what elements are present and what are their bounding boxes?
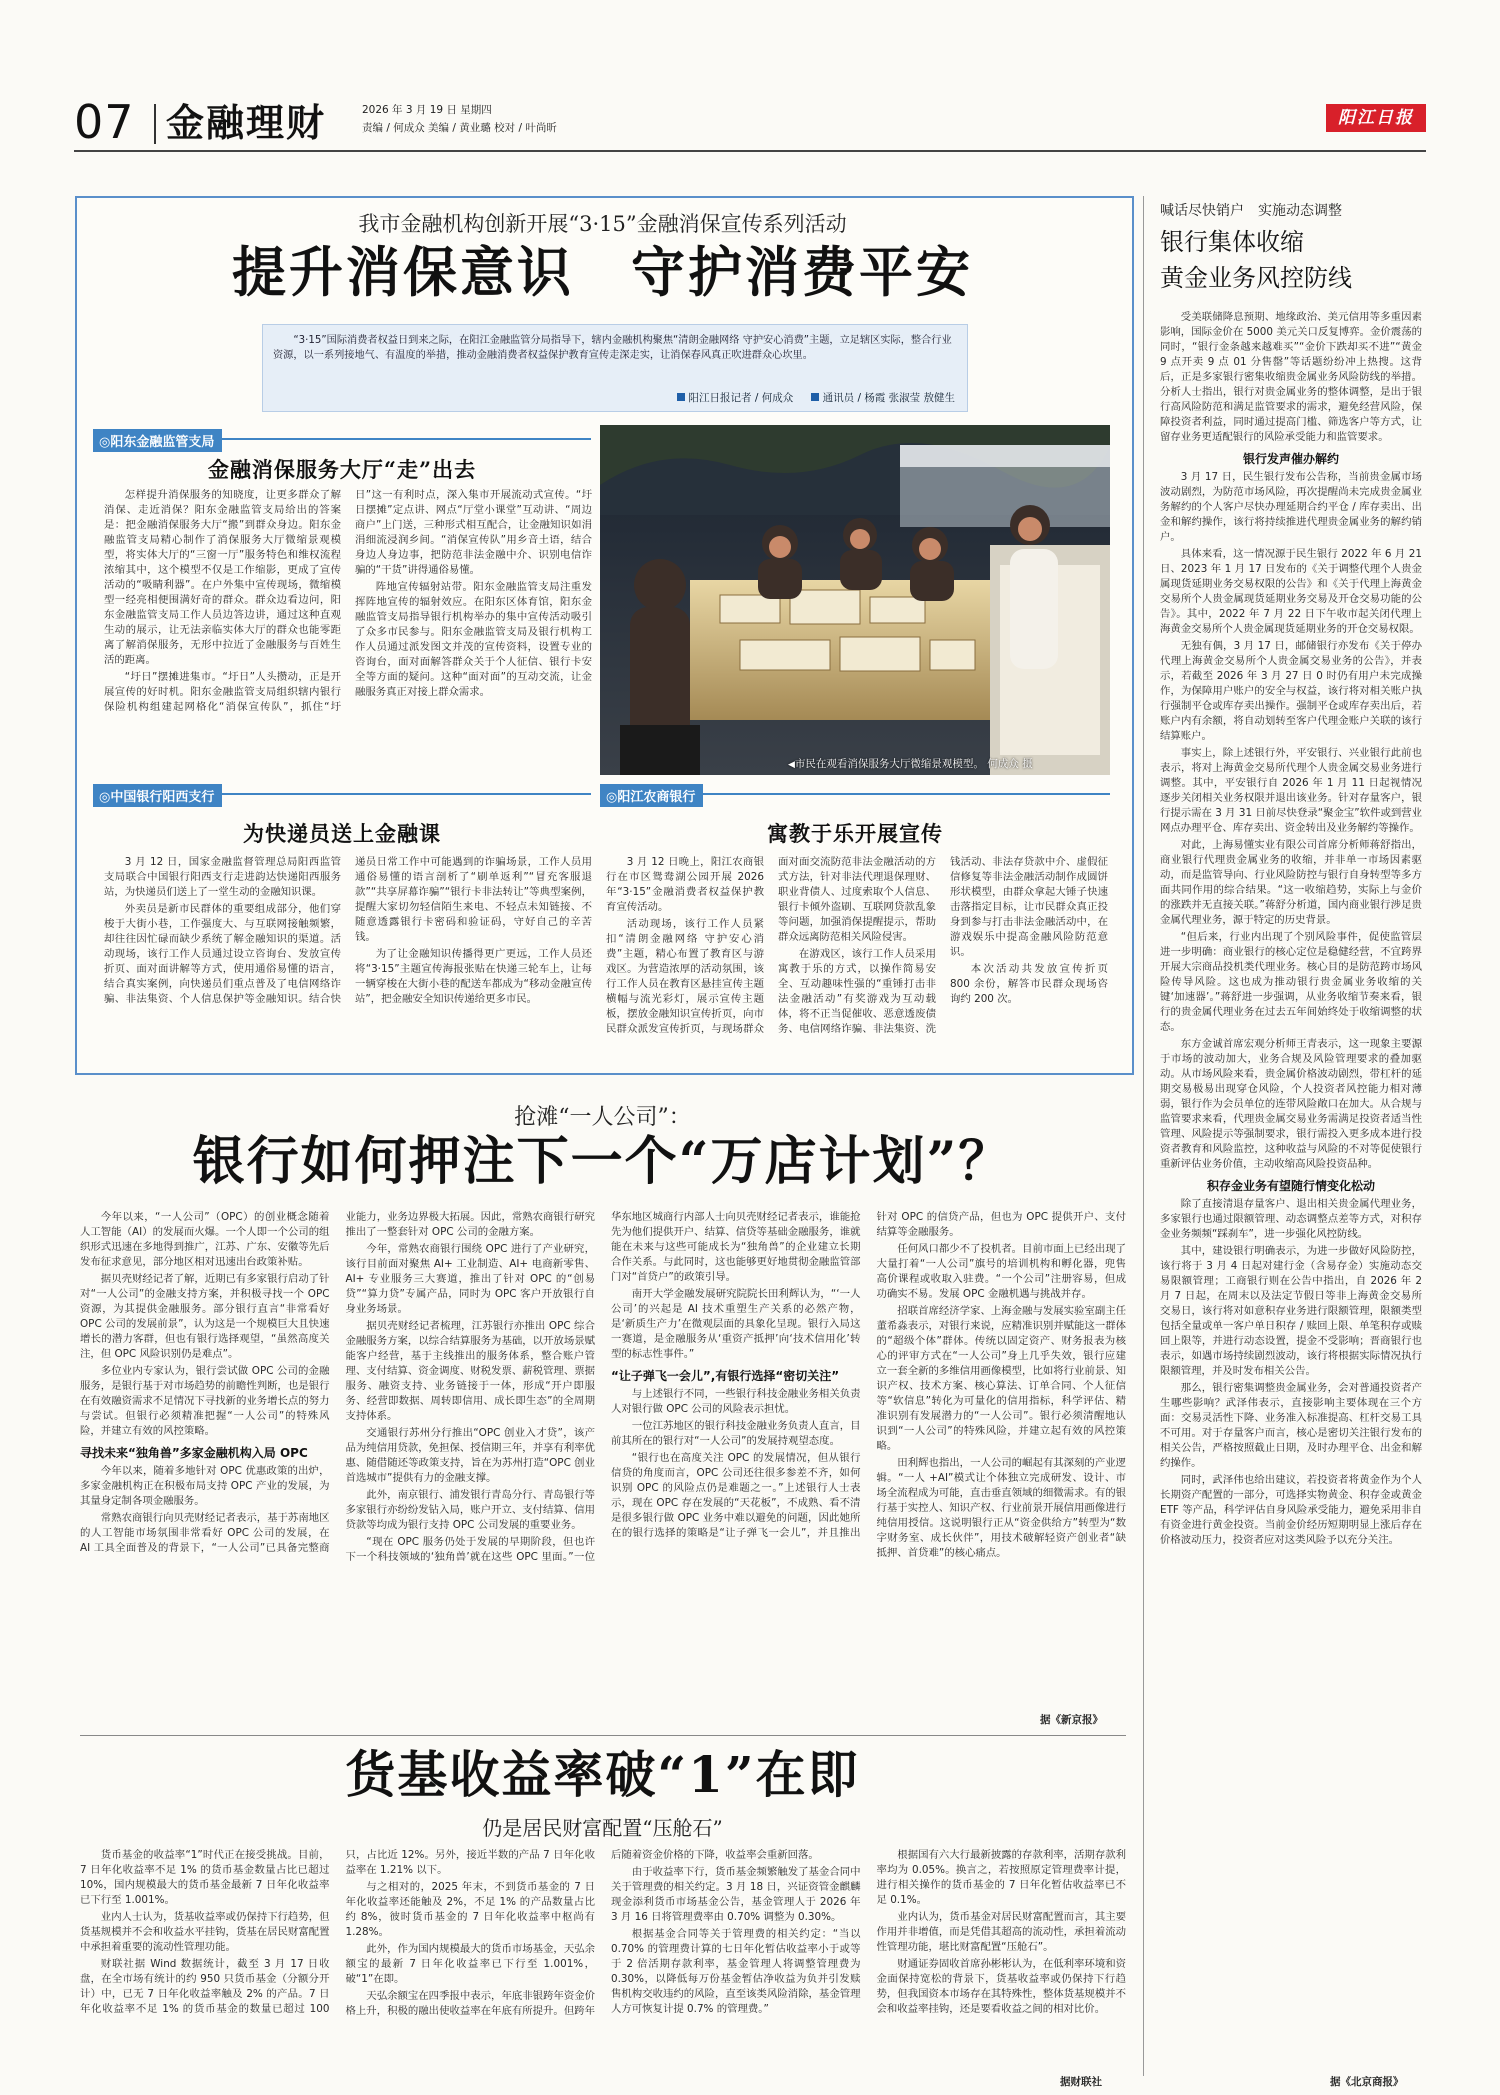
paragraph: 业内认为，货币基金对居民财富配置而言，其主要作用并非增值，而是凭借其超高的流动性，承担着流动性管理功能，堪比财富配置“压舱石”。 — [876, 1911, 1126, 1953]
mmf-subhead: 仍是居民财富配置“压舱石” — [482, 1816, 723, 1840]
credit-square-icon — [811, 393, 819, 401]
paragraph: 今年以来，随着多地针对 OPC 优惠政策的出炉，多家金融机构正在积极布局支持 OPC 产业的发展，为其量身定制各项金融服务。 — [80, 1465, 330, 1507]
article-divider — [80, 1735, 1126, 1736]
paragraph: 除了直接清退存量客户、退出相关贵金属代理业务，多家银行也通过限额管理、动态调整点差等方式，对积存金业务频频“踩刹车”，进一步强化风控防线。 — [1160, 1198, 1422, 1240]
paragraph: 此外，作为国内规模最大的货币市场基金，天弘余额宝的最新 7 日年化收益率已下行至 1.001%，破“1”在即。 — [345, 1943, 595, 1985]
story1-tag: ◎阳东金融监管支局 — [93, 429, 222, 452]
credit-square-icon — [677, 393, 685, 401]
section-name: 金融理财 — [166, 101, 327, 145]
opc-source: 据《新京报》 — [1040, 1714, 1103, 1726]
sidebar-source: 据《北京商报》 — [1330, 2076, 1404, 2088]
photo-caption-icon: ◀ — [788, 760, 795, 770]
header-divider — [154, 104, 156, 144]
feature-credit-correspondents: 通讯员 / 杨霞 张淑莹 敖健生 — [822, 392, 955, 404]
paragraph: 本次活动共发放宣传折页 800 余份，解答市民群众现场咨询约 200 次。 — [950, 963, 1108, 1005]
mmf-source: 据财联社 — [1060, 2076, 1102, 2088]
photo-market-scene — [600, 425, 1110, 775]
paragraph: 受美联储降息预期、地缘政治、美元信用等多重因素影响，国际金价在 5000 美元关口反复博弈。金价震荡的同时，“银行金条越来越难买”“金价下跌却买不进”“黄金 9 点开卖 9 点 01 分售罄”等话题纷纷冲上热搜。这背后，正是多家银行密集收缩贵金属业务风险防线的举措。分析人士指出，银行对贵金属业务的整体调整，是出于银行高风险防范和满足监管要求的需求，避免经营风险，保障投资者利益，同时通过提高门槛、筛选客户等方式，让留存业务更适配银行的风险承受能力和监管要求。 — [1160, 311, 1422, 443]
paragraph: 3 月 12 日晚上，阳江农商银行在市区鸳鸯湖公园开展 2026 年“3·15”金融消费者权益保护教育宣传活动。 — [606, 856, 764, 913]
feature-credit-reporter: 阳江日报记者 / 何成众 — [688, 392, 794, 404]
page-header — [74, 96, 1426, 152]
header-rule — [74, 150, 1426, 152]
paragraph: “圩日”摆摊进集市。“圩日”人头攒动，正是开展宣传的好时机。阳东金融监管支局组织辖内银行保险机构组建起网格化“消保宣传队”，抓住“圩日”这一有利时点，深入集市开展流动式宣传。“圩日摆摊”定点讲、网点“厅堂小课堂”互动讲、“周边商户”上门送，三种形式相互配合，让金融知识如涓涓细流浸润乡间。“消保宣传队”用乡音土语，结合身边人身边事，把防范非法金融中介、识别电信诈骗的“干货”讲得通俗易懂。 — [104, 489, 592, 713]
paragraph: 那么，银行密集调整贵金属业务，会对普通投资者产生哪些影响？武泽伟表示，直接影响主要体现在三个方面：交易灵活性下降、业务准入标准提高、杠杆交易工具不可用。对于存量客户而言，核心是密切关注银行发布的相关公告，严格按照截止日期，及时办理平仓、出金和解约操作。 — [1160, 1382, 1422, 1469]
paragraph: “银行也在高度关注 OPC 的发展情况，但从银行信贷的角度而言，OPC 公司还往很多参差不齐，如何识别 OPC 的风险点仍是难题之一。”上述银行人士表示，现在 OPC 存在发展的“天花板”，不成熟、看不清是很多银行做 OPC 业务中难以避免的问题，因此她所在的银行选择的策略是“让子弹飞一会儿”，并且推出针对 OPC 的信贷产品，但也为 OPC 提供开户、支付结算等金融服务。 — [611, 1211, 1126, 1539]
paragraph: 怎样提升消保服务的知晓度，让更多群众了解消保、走近消保？阳东金融监管支局给出的答案是：把金融消保服务大厅“搬”到群众身边。阳东金融监管支局精心制作了消保服务大厅微缩景观模型，将实体大厅的“三窗一厅”服务特色和维权流程浓缩其中，这个模型不仅是工作缩影，更成了宣传活动的“吸睛利器”。在户外集中宣传现场，微缩模型一经亮相便围满好奇的群众。群众边看边问，阳东金融监管支局工作人员边答边讲，通过这种直观生动的展示，让无法亲临实体大厅的群众也能零距离了解消保服务，无形中拉近了金融服务与百姓生活的距离。 — [104, 489, 341, 666]
opc-body — [80, 1210, 1126, 1708]
paragraph: 业内人士认为，货基收益率或仍保持下行趋势，但货基规模并不会和收益水平挂钩，货基在居民财富配置中承担着重要的流动性管理功能。 — [80, 1911, 330, 1953]
paragraph: 活动现场，该行工作人员紧扣“清朗金融网络 守护安心消费”主题，精心布置了教育区与游戏区。为营造浓厚的活动氛围，该行工作人员在教育区悬挂宣传主题横幅与流光彩灯，展示宣传主题板，摆放金融知识宣传折页，向市民群众派发宣传折页，与现场群众面对面交流防范非法金融活动的方式方法，针对非法代理退保理财、职业背债人、过度索取个人信息、银行卡倾外盗刷、互联网贷款乱象等问题，加强消保提醒提示，帮助群众远离防范相关风险侵害。 — [606, 856, 936, 1035]
story2-tag: ◎中国银行阳西支行 — [93, 784, 222, 807]
feature-intro: “3·15”国际消费者权益日到来之际，在阳江金融监管分局指导下，辖内金融机构聚焦“清朗金融网络 守护安心消费”主题，立足辖区实际，整合行业资源，以一系列接地气、有温度的举措，推动金融消费者权益保护教育宣传走深走实，让消保春风真正吹进群众心坎里。 — [273, 335, 952, 361]
sidebar-title-2: 黄金业务风控防线 — [1160, 264, 1352, 292]
story2-title: 为快递员送上金融课 — [243, 821, 441, 846]
sidebar-title-1: 银行集体收缩 — [1160, 228, 1304, 256]
sidebar-body — [1160, 310, 1422, 2072]
sidebar-kicker: 喊话尽快销户 实施动态调整 — [1160, 203, 1342, 219]
paragraph: 常熟农商银行向贝壳财经记者表示，基于苏南地区的人工智能市场氛围非常看好 OPC 公司的发展，在 AI 工具全面普及的背景下，“一人公司”已具备完整商业能力，业务边界极大拓展。因此，常熟农商银行研究推出了一整套针对 OPC 公司的金融方案。 — [80, 1211, 595, 1554]
paragraph: 与上述银行不同，一些银行科技金融业务相关负责人对银行做 OPC 公司的风险表示担忧。 — [611, 1388, 861, 1415]
paragraph: 阵地宣传辐射站带。阳东金融监管支局注重发挥阵地宣传的辐射效应。在阳东区体育馆，阳东金融监管支局指导银行机构举办的集中宣传活动吸引了众多市民参与。阳东金融监管支局及银行机构工作人员通过派发图文并茂的宣传资料，设置专业的咨询台，面对面解答群众关于个人征信、银行卡安全等方面的疑问。这种“面对面”的互动交流，让金融服务真正对接上群众需求。 — [355, 581, 592, 698]
paragraph: 财通证券固收首席孙彬彬认为，在低利率环境和资金面保持宽松的背景下，货基收益率或仍保持下行趋势，但我国资本市场存在其特殊性，整体货基规模并不会和收益率挂钩，还是要看收益之间的相对比价。 — [876, 1958, 1126, 2015]
paragraph: 3 月 12 日，国家金融监督管理总局阳西监管支局联合中国银行阳西支行走进韵达快递阳西服务站，为快递员们送上了一堂生动的金融知识课。 — [104, 856, 341, 898]
paragraph: 一位江苏地区的银行科技金融业务负责人直言，目前其所在的银行对“一人公司”的发展持观望态度。 — [611, 1420, 861, 1447]
paragraph: 据贝壳财经记者梳理，江苏银行亦推出 OPC 综合金融服务方案，以综合结算服务为基础，以开放场景赋能客户经营，基于主线推出的服务体系，整合账户管理、支付结算、资金调度、财税发票、薪税管理、票据服务、融资支持、业务链接于一体，形成“开户即服务、经营即数据、周转即信用、成长即生态”的全周期支持体系。 — [345, 1320, 595, 1422]
paragraph: 货币基金的收益率“1”时代正在接受挑战。目前，7 日年化收益率不足 1% 的货币基金数量占比已超过 10%，国内规模最大的货币基金最新 7 日年化收益率已下行至 1.001%。 — [80, 1849, 330, 1906]
story1-title: 金融消保服务大厅“走”出去 — [207, 457, 477, 482]
paragraph: 今年，常熟农商银行围绕 OPC 进行了产业研究，该行目前面对聚焦 AI+ 工业制造、AI+ 电商新零售、AI+ 专业服务三大赛道，推出了针对 OPC 的“创易贷”“算力贷”专属产品，同时为 OPC 客户开放银行自身业务场景。 — [345, 1243, 595, 1315]
paragraph: 天弘余额宝在四季报中表示，年底非银跨年资金价格上升，积极的融出使收益率在年底有所提升。但跨年后随着资金价格的下降，收益率会重新回落。 — [345, 1849, 819, 2017]
paragraph: 南开大学金融发展研究院院长田利辉认为，“‘一人公司’的兴起是 AI 技术重塑生产关系的必然产物，是‘新质生产力’在微观层面的具象化呈现。银行入局这一赛道，是金融服务从‘重资产抵押’向‘技术信用化’转型的标志性事件。” — [611, 1288, 861, 1360]
paragraph: 在游戏区，该行工作人员采用寓教于乐的方式，以操作简易安全、互动趣味性强的“重锤打击非法金融活动”有奖游戏为互动载体，将不正当促催收、恶意透废债务、电信网络诈骗、非法集资、洗钱活动、非法存贷款中介、虚假征信修复等非法金融活动制作成圆饼形状模型，由群众拿起大锤子快速击落指定目标，让市民群众真正投身到参与打击非法金融活动中，在游戏娱乐中提高金融风险防范意识。 — [778, 856, 1108, 1035]
story3-tag: ◎阳江农商银行 — [600, 784, 703, 807]
paragraph: 3 月 17 日，民生银行发布公告称，当前贵金属市场波动剧烈，为防范市场风险，再次提醒尚未完成贵金属业务解约的个人客户尽快办理延期合约平仓 / 库存卖出、出金和解约操作，该行将持续推进代理贵金属业务的解约销户。 — [1160, 471, 1422, 543]
opc-headline: 银行如何押注下一个“万店计划”？ — [192, 1131, 1013, 1192]
paragraph: 由于收益率下行，货币基金频繁触发了基金合同中关于管理费的相关约定。3 月 18 日，兴证资管金麒麟现金添利货币市场基金公告，基金管理人于 2026 年 3 月 16 日将管理费率由 0.70% 调整为 0.30%。 — [611, 1866, 861, 1923]
page-number: 07 — [74, 95, 135, 149]
mmf-headline: 货基收益率破“1”在即 — [345, 1745, 860, 1804]
paragraph: 外卖员是新市民群体的重要组成部分，他们穿梭于大街小巷，工作强度大、与互联网接触频繁，却往往因忙碌而缺少系统了解金融知识的渠道。活动现场，该行工作人员通过设立咨询台、发放宣传折页、面对面讲解等方式，使用通俗易懂的语言，结合真实案例，向快递员们重点普及了电信网络诈骗、非法集资、个人信息保护等金融知识。结合快递员日常工作中可能遇到的诈骗场景，工作人员用通俗易懂的语言剖析了“刷单返利”“冒充客服退款”“共享屏幕诈骗”“银行卡非法转让”等典型案例，提醒大家切勿轻信陌生来电、不轻点未知链接、不随意透露银行卡密码和验证码，守好自己的辛苦钱。 — [104, 856, 592, 1005]
editor-credits: 责编 / 何成众 美编 / 黄业璐 校对 / 叶尚昕 — [362, 122, 557, 134]
paragraph: 无独有偶，3 月 17 日，邮储银行亦发布《关于停办代理上海黄金交易所个人贵金属交易业务的公告》，并表示，若截至 2026 年 3 月 27 日 0 时仍有用户未完成操作，为保障用户账户的安全与权益，该行将对相关账户执行强制平仓或库存卖出操作。强制平仓或库存卖出后，若账户内有余额，将自动划转至客户代理金账户关联的该行结算账户。 — [1160, 640, 1422, 742]
issue-date: 2026 年 3 月 19 日 星期四 — [362, 104, 492, 116]
paragraph: 据贝壳财经记者了解，近期已有多家银行启动了针对“一人公司”的金融支持方案，并积极寻找一个 OPC 资源，为其提供金融服务。部分银行直言“非常看好 OPC 公司的发展前景”，认为这是一个规模巨大且快速增长的潜力客群，但也有银行选择观望，“虽然高度关注，但 OPC 风险识别仍是难点”。 — [80, 1273, 330, 1360]
story2-body — [104, 855, 592, 1058]
paragraph: 招联首席经济学家、上海金融与发展实验室副主任董希淼表示，对银行来说，应精准识别并赋能这一群体的“超级个体”群体。传统以固定资产、财务报表为核心的评审方式在“一人公司”身上几乎失效，银行应建立一套全新的多维信用画像模型，比如将行业前景、知识产权、技术方案、核心算法、订单合同、个人征信等“软信息”转化为可量化的信用指标，科学评估、精准识别有发展潜力的“一人公司”。银行必须清醒地认识到“一人公司”的特殊风险，并建立起有效的风控策略。 — [876, 1305, 1126, 1452]
opc-subhead-1: 寻找未来“独角兽”多家金融机构入局 OPC — [80, 1446, 308, 1460]
paragraph: 事实上，除上述银行外，平安银行、兴业银行此前也表示，将对上海黄金交易所代理个人贵金属交易业务进行调整。其中，平安银行自 2026 年 1 月 11 日起视情况逐步关闭相关业务权限并退出该业务。针对存量客户，银行提示需在 3 月 31 日前尽快登录“聚金宝”软件或到营业网点办理平仓、库存卖出、资金转出及业务解约等操作。 — [1160, 747, 1422, 834]
paragraph: 此外，南京银行、浦发银行青岛分行、青岛银行等多家银行亦纷纷发钻入局，账户开立、支付结算、信用贷款等均成为银行支持 OPC 公司发展的重要业务。 — [345, 1489, 595, 1531]
paragraph: 今年以来，“一人公司”（OPC）的创业概念随着人工智能（AI）的发展而火爆。一个人即一个公司的组织形式迅速在多地得到推广，江苏、广东、安徽等先后发布征求意见，部分地区相对迅速出台政策补贴。 — [80, 1211, 330, 1268]
paragraph: 任何风口都少不了投机者。目前市面上已经出现了大量打着“一人公司”旗号的培训机构和孵化器，兜售高价课程或收取入驻费。“一个公司”注册容易，但成功确实不易。发展 OPC 金融机遇与挑战并存。 — [876, 1243, 1126, 1300]
story3-body — [606, 855, 1108, 1058]
paragraph: 根据基金合同等关于管理费的相关约定：“当以 0.70% 的管理费计算的七日年化暂估收益率小于或等于 2 倍活期存款利率，基金管理人将调整管理费为 0.30%，以降低每万份基金暂估净收益为负并引发赎售机构交收违约的风险，直至该类风险消除，基金管理人方可恢复计提 0.7% 的管理费。” — [611, 1928, 861, 2015]
sidebar-subhead-1: 银行发声催办解约 — [1242, 452, 1339, 466]
feature-kicker: 我市金融机构创新开展“3·15”金融消保宣传系列活动 — [358, 212, 847, 236]
opc-kicker: 抢滩“一人公司”： — [514, 1105, 691, 1130]
paragraph: 为了让金融知识传播得更广更远，工作人员还将“3·15”主题宣传海报张贴在快递三轮车上，让每一辆穿梭在大街小巷的配送车都成为“移动金融宣传站”，把金融安全知识传递给更多市民。 — [355, 948, 592, 1005]
paragraph: “现在 OPC 服务仍处于发展的早期阶段，但也许下一个科技领域的‘独角兽’就在这些 OPC 里面。”一位华东地区城商行内部人士向贝壳财经记者表示，谁能抢先为他们提供开户、结算、信贷等基础金融服务，谁就能在未来与这些可能成长为“独角兽”的企业建立长期合作关系。与此同时，这也能够更好地贯彻金融监管部门对“首贷户”的政策引导。 — [345, 1211, 861, 1563]
feature-credits — [677, 390, 955, 405]
paragraph: 与之相对的，2025 年末，不到货币基金的 7 日年化收益率还能触及 2%，不足 1% 的产品数量占比约 8%，彼时货币基金的 7 日年化收益率中枢尚有 1.28%。 — [345, 1881, 595, 1938]
paragraph: “但后来，行业内出现了个别风险事件，促使监管层进一步明确：商业银行的核心定位是稳健经营，不宜跨界开展大宗商品投机类代理业务。核心目的是防范跨市场风险传导风险。这也成为推动银行贵金属业务收缩的关键‘加速器’。”蒋舒进一步强调，从业务收缩节奏来看，银行的贵金属代理业务在过去五年间始终处于收缩调整的状态。 — [1160, 931, 1422, 1033]
feature-intro-box — [262, 324, 968, 412]
story1-body — [104, 488, 592, 774]
opc-subhead-2: “让子弹飞一会儿”,有银行选择“密切关注” — [611, 1369, 840, 1383]
paragraph: 根据国有六大行最新披露的存款利率，活期存款利率均为 0.05%。换言之，若按照原定管理费率计提，进行相关操作的货币基金的 7 日年化暂估收益率已不足 0.1%。 — [876, 1849, 1126, 1906]
paragraph: 具体来看，这一情况源于民生银行 2022 年 6 月 21 日、2023 年 1 月 17 日发布的《关于调整代理个人贵金属现货延期业务交易权限的公告》和《关于代理上海黄金交易所个人贵金属现货延期业务交易及开仓交易功能的公告》。其中，2022 年 7 月 22 日下午收市起关闭代理上海黄金交易所个人贵金属现货延期业务的开仓交易权限。 — [1160, 548, 1422, 635]
paragraph: 田利辉也指出，一人公司的崛起有其深刻的产业逻辑。“一人 +AI”模式让个体独立完成研发、设计、市场全流程成为可能，直击垂直领域的细微需求。有的银行基于实控人、知识产权、行业前景开展信用画像进行纯信用授信。这说明银行正从“资金供给方”转型为“数字财务室、成长伙伴”，用技术破解轻资产创业者“缺抵押、首贷难”的核心痛点。 — [876, 1457, 1126, 1559]
sidebar-subhead-2: 积存金业务有望随行情变化松动 — [1206, 1179, 1375, 1193]
sidebar-divider — [1143, 196, 1144, 2076]
newspaper-logo: 阳江日报 — [1326, 104, 1426, 132]
paragraph: 多位业内专家认为，银行尝试做 OPC 公司的金融服务，是银行基于对市场趋势的前瞻性判断，也是银行在有效融资需求不足情况下寻找新的业务增长点的努力与尝试。但银行必须精准把握“一人公司”的特殊风险，并建立有效的风控策略。 — [80, 1365, 330, 1437]
feature-photo — [600, 425, 1110, 775]
story3-title: 寓教于乐开展宣传 — [767, 821, 943, 846]
paragraph: 东方金诚首席宏观分析师王青表示，这一现象主要源于市场的波动加大，业务合规及风险管理要求的叠加驱动。从市场风险来看，贵金属价格波动剧烈，带杠杆的延期交易极易出现穿仓风险，个人投资者风控能力相对薄弱，银行作为会员单位的连带风险敞口在加大。从合规与监管要求来看，代理贵金属交易业务需满足投资者适当性管理、风险提示等强制要求，银行需投入更多成本进行投资者教育和风险监控，这种收益与风险的不对等促使银行重新评估业务价值，主动收缩高风险投资品种。 — [1160, 1038, 1422, 1170]
paragraph: 对此，上海易懂实业有限公司首席分析师蒋舒指出，商业银行代理贵金属业务的收缩，并非单一市场因素驱动，而是监管导向、行业风险防控与银行自身转型等多方面共同作用的综合结果。“这一收缩趋势，实际上与金价的涨跌并无直接关联。”蒋舒分析道，国内商业银行涉足贵金属代理业务，源于特定的历史背景。 — [1160, 839, 1422, 926]
paragraph: 同时，武泽伟也给出建议，若投资者将黄金作为个人长期资产配置的一部分，可选择实物黄金、积存金或黄金 ETF 等产品，科学评估自身风险承受能力，避免采用非自有资金进行黄金投资。当前金价经历短期明显上涨后存在价格波动压力，投资者应对这类风险予以充分关注。 — [1160, 1474, 1422, 1546]
photo-caption: ◀市民在观看消保服务大厅微缩景观模型。 何成众 摄 — [788, 758, 1033, 770]
feature-headline: 提升消保意识 守护消费平安 — [232, 240, 973, 304]
paragraph: 财联社据 Wind 数据统计，截至 3 月 17 日收盘，在全市场有统计的约 950 只货币基金（分额分开计）中，已无 7 日年化收益率触及 2% 的产品。7 日年化收益率不足 1% 的货币基金的数量已超过 100 只，占比近 12%。另外，接近半数的产品 7 日年化收益率在 1.21% 以下。 — [80, 1849, 595, 2015]
mmf-body — [80, 1848, 1126, 2072]
paragraph: 其中，建设银行明确表示，为进一步做好风险防控，该行将于 3 月 4 日起对建行金（含易存金）实施动态交易限额管理；工商银行则在公告中指出，自 2026 年 2 月 7 日起，在周末以及法定节假日等非上海黄金交易所交易日，该行将对如意积存业务进行限额管理，限额类型包括全量或单一客户单日积存 / 赎回上限、单笔积存或赎回上限等，并进行动态设置，提金不受影响；晋商银行也表示，如遇市场持续剧烈波动，该行将根据实际情况执行限额管理，并及时发布相关公告。 — [1160, 1245, 1422, 1377]
paragraph: 交通银行苏州分行推出“OPC 创业入才贷”，该产品为纯信用贷款，免担保、授信期三年，并享有利率优惠、随借随还等政策支持，旨在为苏州打造“OPC 创业首选城市”提供有力的金融支撑。 — [345, 1427, 595, 1484]
